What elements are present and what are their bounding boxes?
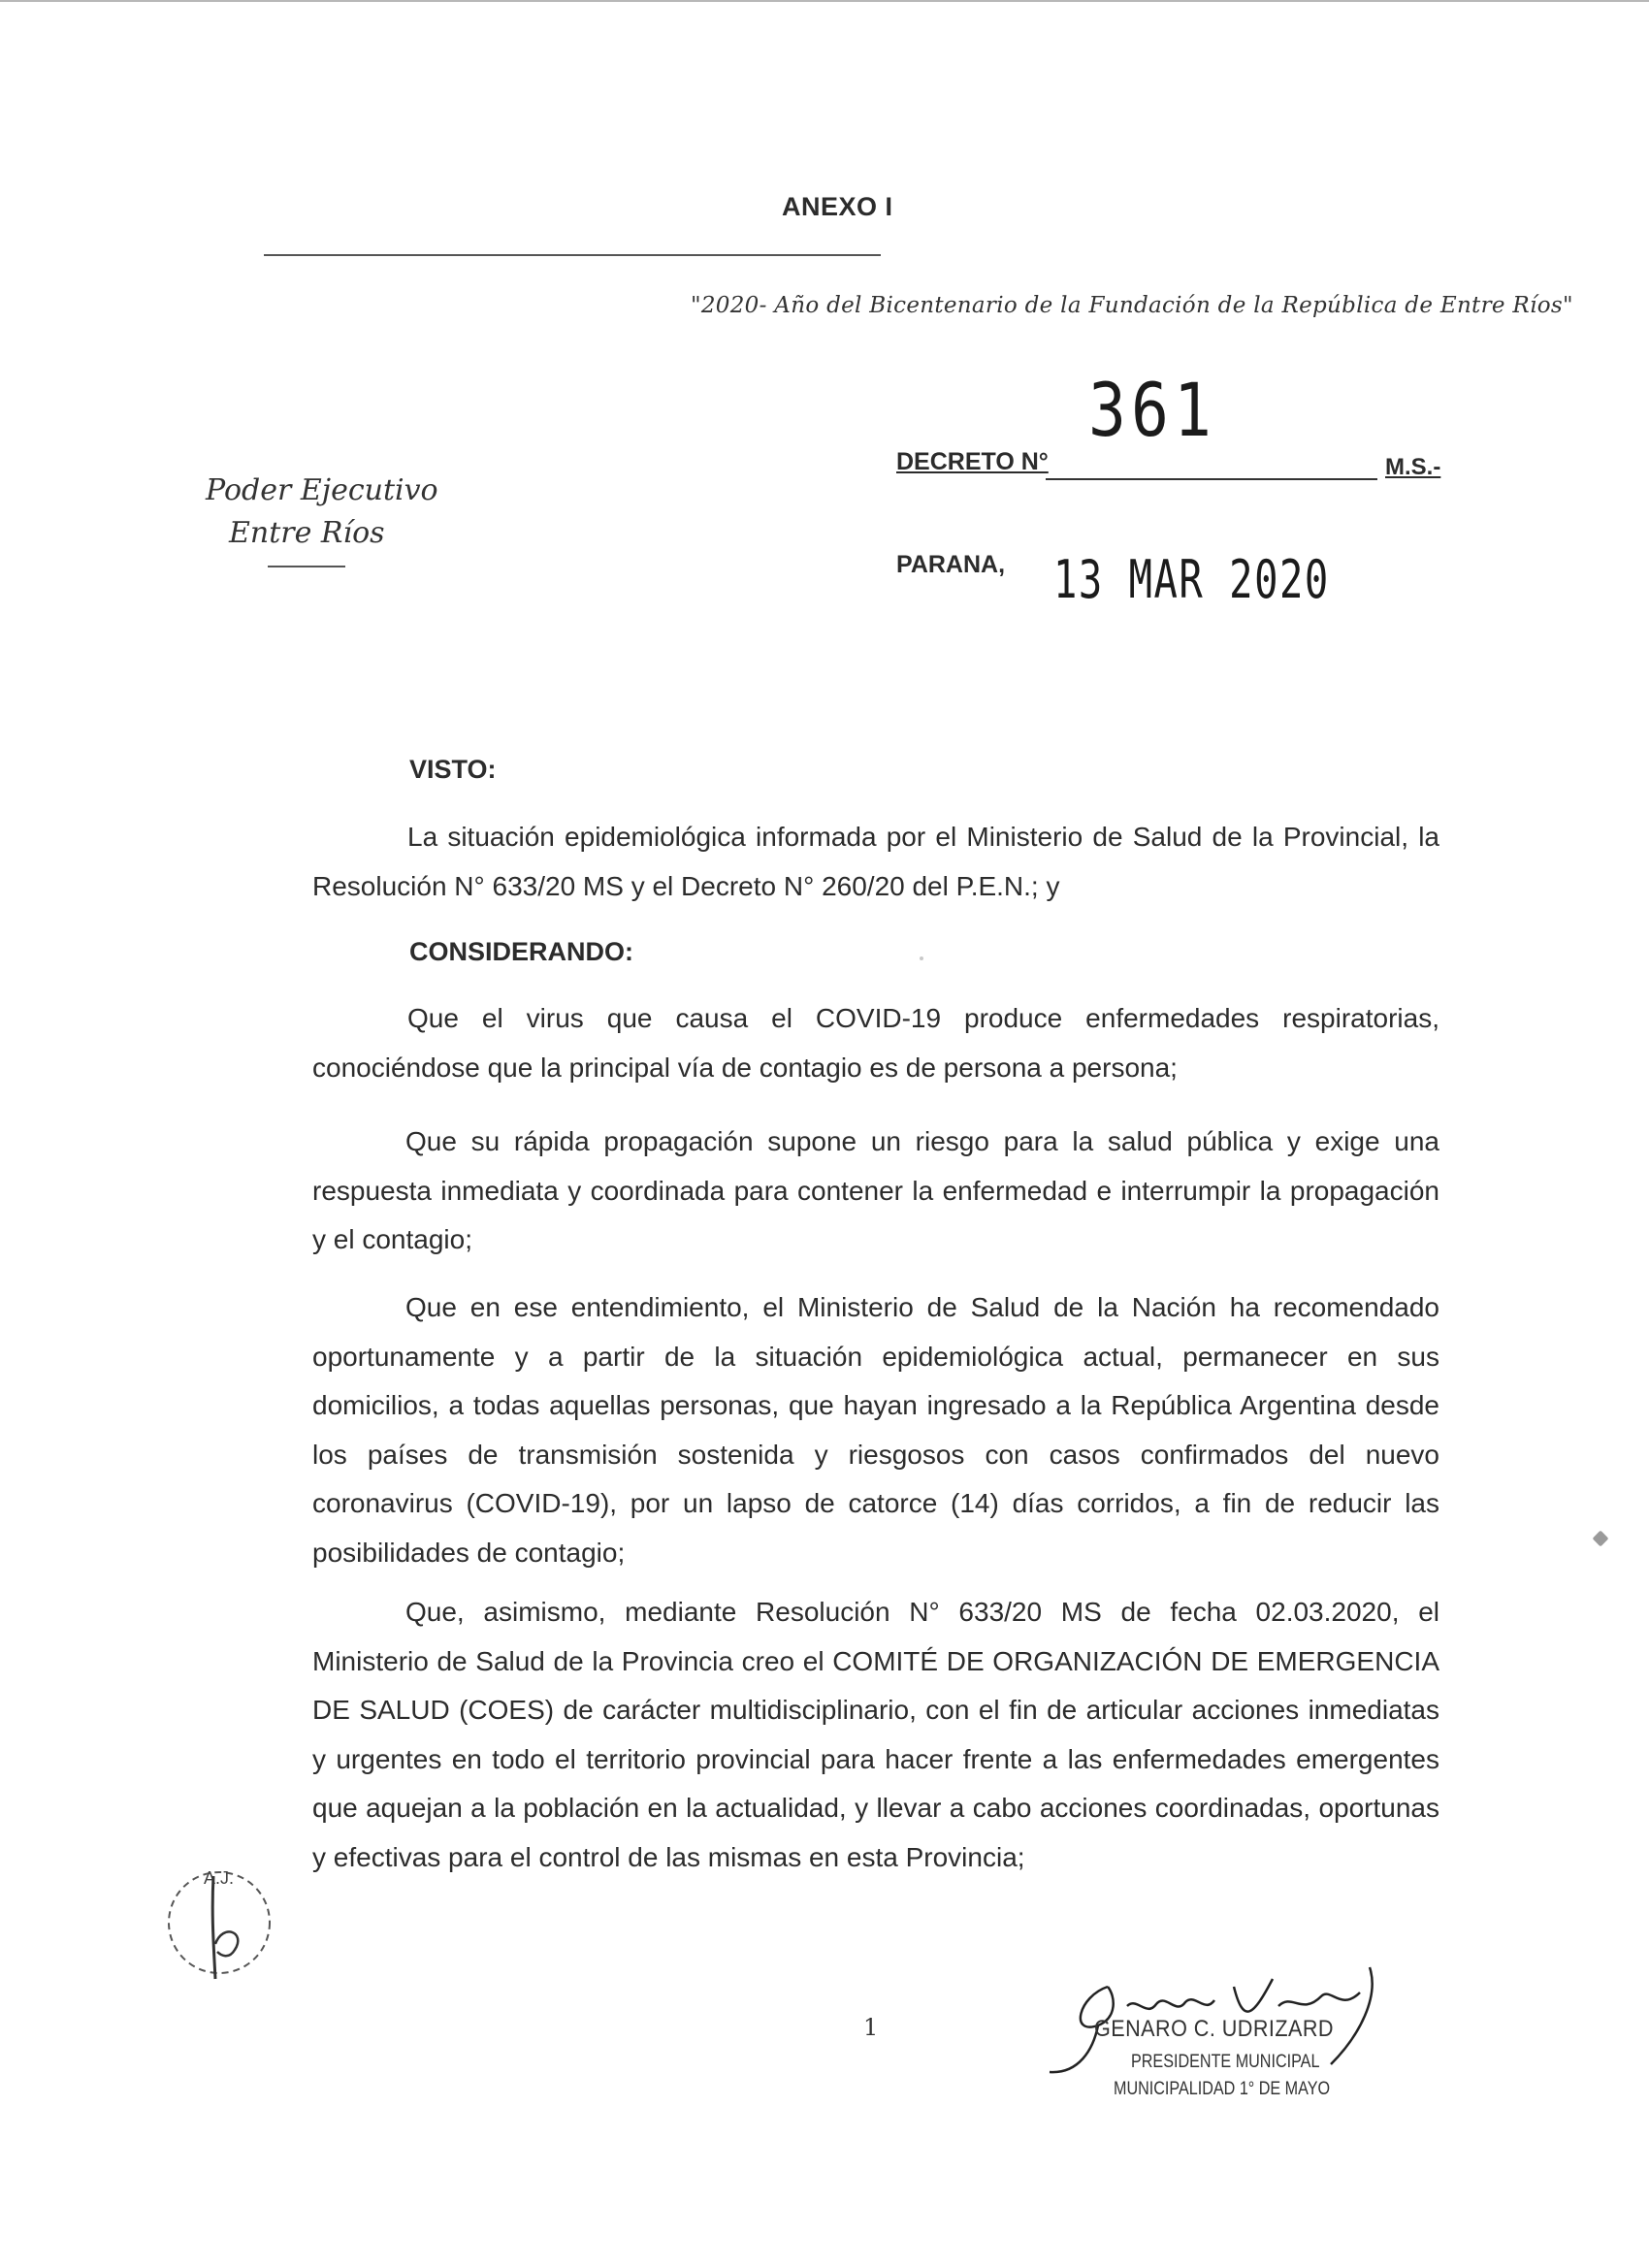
considerando-heading: CONSIDERANDO: xyxy=(409,937,634,966)
year-motto: "2020- Año del Bicentenario de la Fundación de la República de Entre Ríos" xyxy=(691,293,1573,318)
page-number: 1 xyxy=(863,2014,879,2041)
sender-rule xyxy=(268,566,345,567)
signer-name: GENARO C. UDRIZARD xyxy=(1094,2016,1334,2042)
annex-title-rule xyxy=(264,254,881,256)
decree-number-stamp: 361 xyxy=(1088,367,1216,453)
considerando-paragraph-1: Que el virus que causa el COVID-19 produce enfermedades respiratorias, conociéndose que la principal vía de contagio es de persona a persona; xyxy=(312,1003,1439,1083)
considerando-paragraph-2: Que su rápida propagación supone un riesgo para la salud pública y exige una respuesta inmediata y coordinada para contener la enfermedad e interrumpir la propagación y el contagio; xyxy=(312,1126,1439,1254)
signer-organization: MUNICIPALIDAD 1° DE MAYO xyxy=(1114,2079,1331,2099)
visto-paragraph: La situación epidemiológica informada por el Ministerio de Salud de la Provincial, la Resolución N° 633/20 MS y el Decreto N° 260/20 del P.E.N.; y xyxy=(312,822,1439,901)
annex-title: ANEXO I xyxy=(782,192,893,221)
signer-role: PRESIDENTE MUNICIPAL xyxy=(1131,2052,1320,2072)
considerando-paragraph-4: Que, asimismo, mediante Resolución N° 633/20 MS de fecha 02.03.2020, el Ministerio de Salud de la Provincia creo el COMITÉ DE ORGANIZACIÓN DE EMERGENCIA DE SALUD (COES) de carácter multidisciplinario, con el fin de articular acciones inmediatas y urgentes en todo el territorio provincial para hacer frente a las enfermedades emergentes que aquejan a la población en la actualidad, y llevar a cabo acciones coordinadas, oportunas y efectivas para el control de las mismas en esta Provincia; xyxy=(312,1597,1439,1872)
sender-line-1: Poder Ejecutivo xyxy=(206,473,438,507)
considerando-paragraph-3: Que en ese entendimiento, el Ministerio de Salud de la Nación ha recomendado oportunamente y a partir de la situación epidemiológica actual, permanecer en sus domicilios, a todas aquellas personas, que hayan ingresado a la República Argentina desde los países de transmisión sostenida y riesgosos con casos confirmados del nuevo coronavirus (COVID-19), por un lapso de catorce (14) días corridos, a fin de reducir las posibilidades de contagio; xyxy=(312,1292,1439,1568)
visto-heading: VISTO: xyxy=(409,755,497,784)
scan-mark-icon xyxy=(1593,1531,1609,1547)
page-top-edge xyxy=(0,0,1649,2)
decree-label: DECRETO N° xyxy=(896,448,1049,475)
decree-suffix: M.S.- xyxy=(1385,454,1441,480)
sender-line-2: Entre Ríos xyxy=(229,516,385,550)
date-stamp: 13 MAR 2020 xyxy=(1053,549,1330,610)
svg-text:A.J.: A.J. xyxy=(204,1868,235,1888)
initials-seal-icon xyxy=(153,1855,299,2000)
scan-speck-icon xyxy=(920,956,923,960)
city-label: PARANA, xyxy=(896,551,1006,578)
decree-number-line xyxy=(1046,478,1377,480)
